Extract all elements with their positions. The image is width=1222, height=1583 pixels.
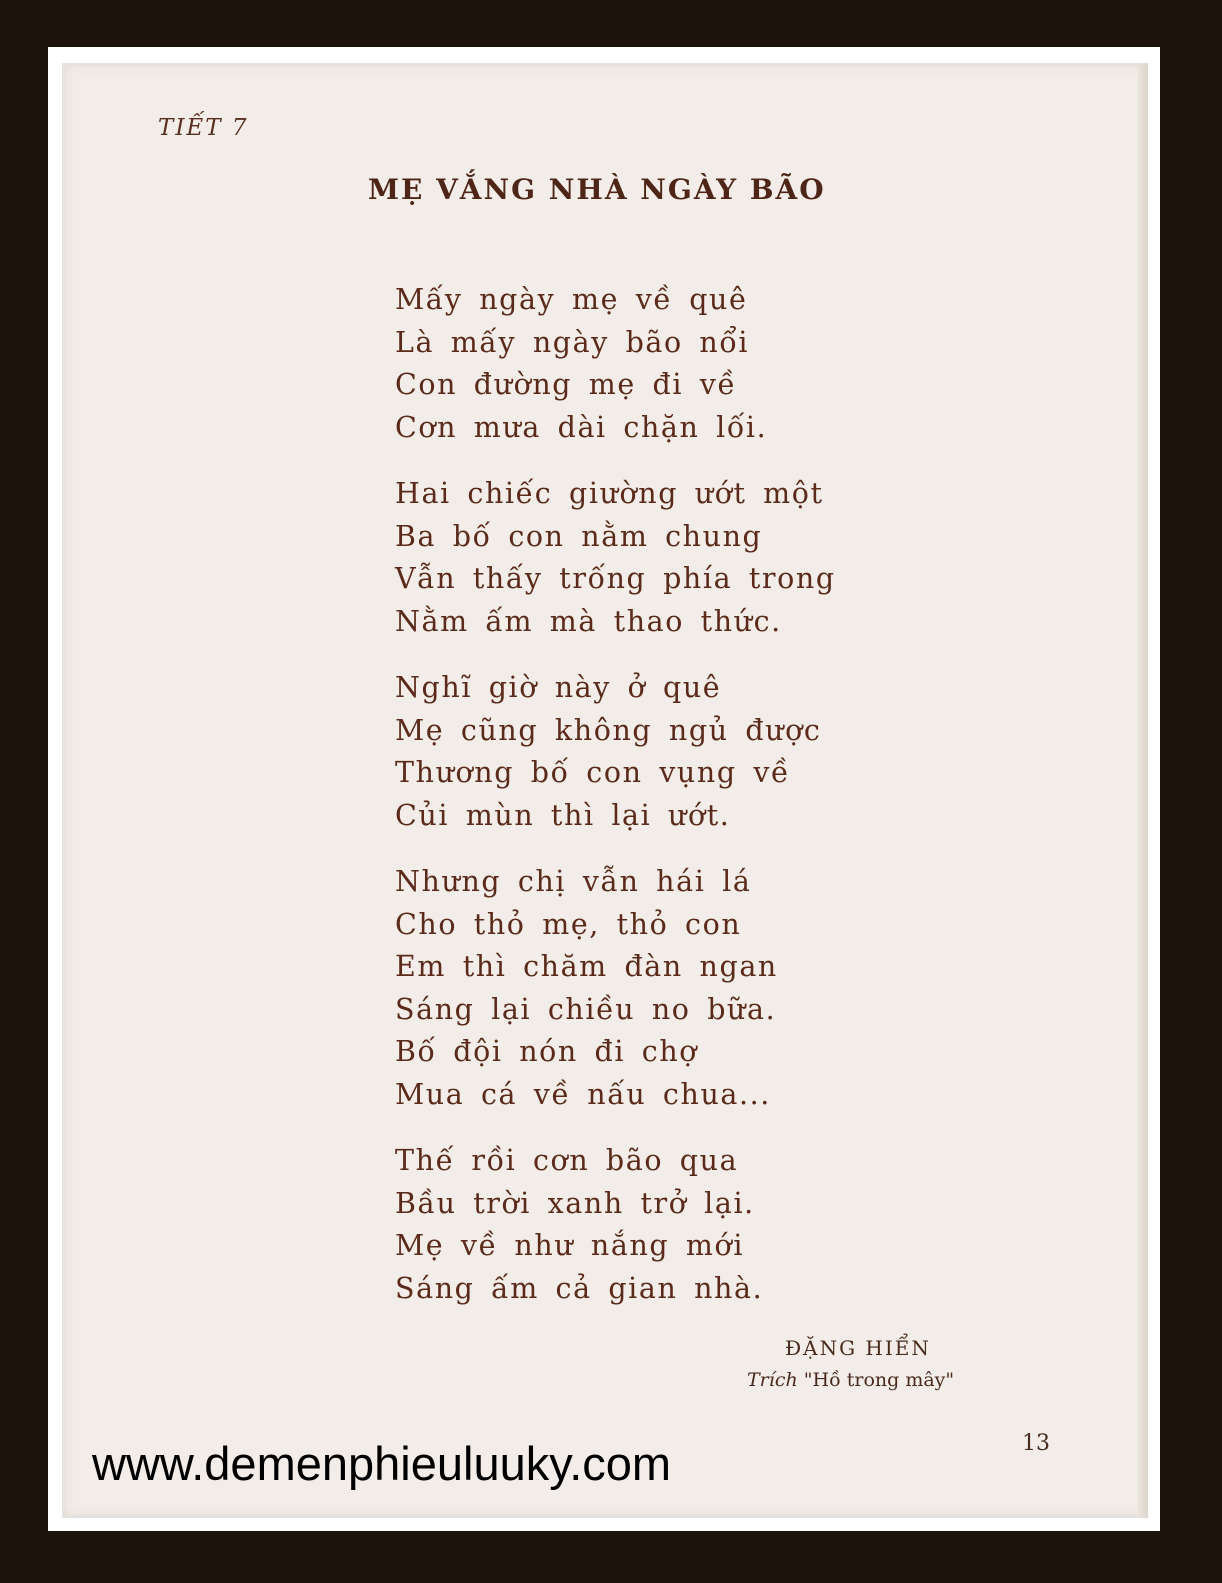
poem-line: Mua cá về nấu chua... <box>395 1077 771 1111</box>
poem-line: Sáng ấm cả gian nhà. <box>395 1271 764 1305</box>
stanza-1 <box>395 279 836 449</box>
poem-title: MẸ VẮNG NHÀ NGÀY BÃO <box>368 173 826 206</box>
stanza-3 <box>395 667 836 837</box>
stanza-5 <box>395 1140 836 1310</box>
poem-line: Nhưng chị vẫn hái lá <box>395 865 752 898</box>
page-number: 13 <box>1022 1431 1050 1456</box>
page-edge <box>1138 63 1148 1518</box>
poem-line: Sáng lại chiều no bữa. <box>395 992 777 1026</box>
lesson-label: TIẾT 7 <box>158 115 249 141</box>
source-title: "Hồ trong mây" <box>803 1369 955 1391</box>
poem-line: Ba bố con nằm chung <box>395 519 763 553</box>
poem-line: Con đường mẹ đi về <box>395 368 737 401</box>
poem-line: Thế rồi cơn bão qua <box>395 1144 739 1177</box>
poem-line: Mẹ cũng không ngủ được <box>395 713 822 747</box>
poem-line: Hai chiếc giường ướt một <box>395 477 824 510</box>
stanza-2 <box>395 473 836 643</box>
poem-line: Cơn mưa dài chặn lối. <box>395 410 768 444</box>
poem-line: Mẹ về như nắng mới <box>395 1229 745 1262</box>
poem-line: Nghĩ giờ này ở quê <box>395 671 722 704</box>
poem-line: Mấy ngày mẹ về quê <box>395 283 748 316</box>
poem-line: Nằm ấm mà thao thức. <box>395 604 782 638</box>
poem-body <box>395 279 836 1334</box>
poem-line: Thương bố con vụng về <box>395 756 791 789</box>
poem-line: Em thì chăm đàn ngan <box>395 950 778 983</box>
author-name: ĐẶNG HIỂN <box>785 1336 931 1360</box>
stanza-4 <box>395 861 836 1116</box>
poem-line: Là mấy ngày bão nổi <box>395 325 750 359</box>
poem-line: Bầu trời xanh trở lại. <box>395 1186 755 1220</box>
book-page <box>62 63 1148 1518</box>
poem-line: Cho thỏ mẹ, thỏ con <box>395 907 742 941</box>
website-watermark: www.demenphieuluuky.com <box>92 1437 672 1490</box>
poem-line: Vẫn thấy trống phía trong <box>395 562 836 595</box>
poem-line: Củi mùn thì lại ướt. <box>395 798 731 832</box>
source-citation <box>747 1369 954 1391</box>
source-prefix: Trích <box>747 1369 798 1391</box>
poem-line: Bố đội nón đi chợ <box>395 1035 699 1068</box>
